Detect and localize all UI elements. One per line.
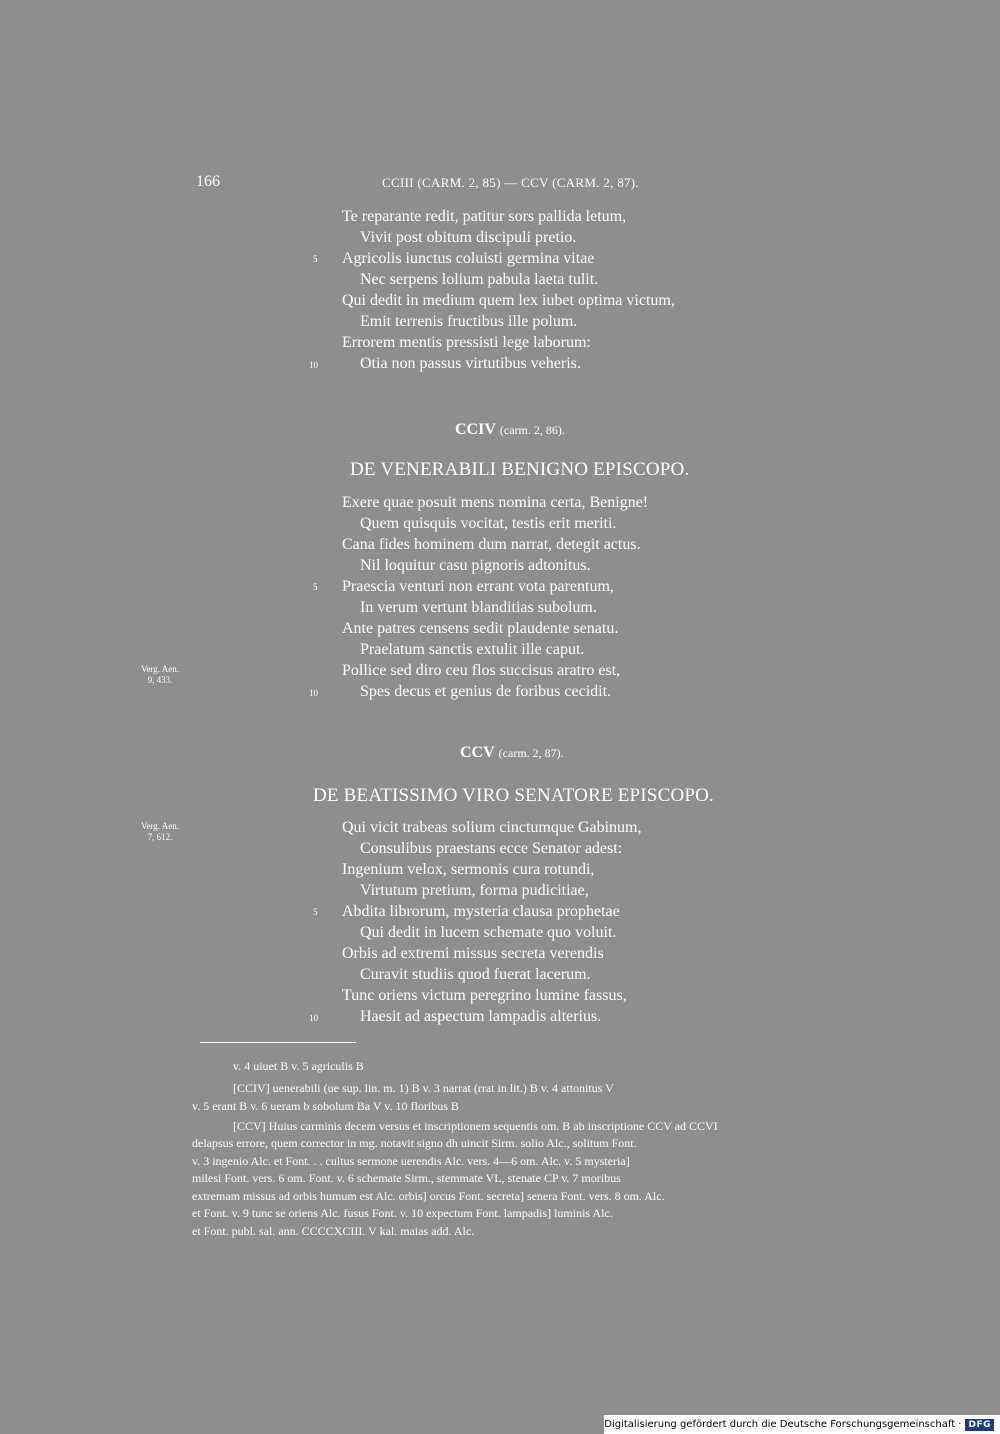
poem-title: DE VENERABILI BENIGNO EPISCOPO. — [350, 459, 690, 480]
line-number: 10 — [309, 360, 318, 370]
verse-line: Cana fides hominem dum narrat, detegit actus. — [342, 536, 641, 553]
verse-line: Ingenium velox, sermonis cura rotundi, — [342, 861, 595, 878]
apparatus-line: delapsus errore, quem corrector in mg. notavit signo dh uincit Sirm. solio Alc., solitum Font. — [192, 1136, 637, 1150]
verse-line: Virtutum pretium, forma pudicitiae, — [360, 882, 589, 899]
poem-number: CCIV — [455, 421, 496, 438]
verse-line: Haesit ad aspectum lampadis alterius. — [360, 1008, 602, 1025]
line-number: 5 — [313, 582, 318, 592]
line-number: 5 — [313, 254, 318, 264]
apparatus-line: v. 4 uiuet B v. 5 agriculis B — [233, 1059, 364, 1073]
verse-line: Exere quae posuit mens nomina certa, Benigne! — [342, 494, 649, 511]
funding-footer — [604, 1415, 1000, 1434]
verse-line: Abdita librorum, mysteria clausa prophetae — [342, 903, 620, 920]
verse-line: Praelatum sanctis extulit ille caput. — [360, 641, 585, 658]
apparatus-line: extremam missus ad orbis humum est Alc. orbis] orcus Font. secreta] senera Font. vers. 8 om. Alc. — [192, 1189, 665, 1203]
poem-title: DE BEATISSIMO VIRO SENATORE EPISCOPO. — [313, 785, 715, 806]
margin-reference: Verg. Aen. 9, 433. — [140, 664, 180, 685]
dfg-logo-icon: DFG — [965, 1419, 994, 1431]
apparatus-line: et Font. v. 9 tunc se oriens Alc. fusus Font. v. 10 expectum Font. lampadis] luminis Alc. — [192, 1206, 613, 1220]
carm-reference: (carm. 2, 87). — [498, 746, 564, 760]
page-number: 166 — [196, 173, 220, 190]
verse-line: Qui dedit in medium quem lex iubet optima victum, — [342, 292, 675, 309]
apparatus-line: milesi Font. vers. 6 om. Font. v. 6 schemate Sirm., stemmate VL, stenate CP v. 7 moribus — [192, 1171, 621, 1185]
poem-number: CCV — [460, 744, 495, 761]
verse-line: Vivit post obitum discipuli pretio. — [360, 229, 577, 246]
line-number: 5 — [313, 907, 318, 917]
verse-line: Te reparante redit, patitur sors pallida letum, — [342, 208, 627, 225]
running-head: CCIII (CARM. 2, 85) — CCV (CARM. 2, 87). — [382, 175, 639, 190]
verse-line: Errorem mentis pressisti lege laborum: — [342, 334, 591, 351]
footnote-rule — [200, 1042, 356, 1043]
verse-line: Ante patres censens sedit plaudente senatu. — [342, 620, 619, 637]
verse-line: Curavit studiis quod fuerat lacerum. — [360, 966, 591, 983]
line-number: 10 — [309, 1013, 318, 1023]
verse-line: Orbis ad extremi missus secreta verendis — [342, 945, 604, 962]
section-heading-ccv — [460, 744, 564, 762]
verse-line: Agricolis iunctus coluisti germina vitae — [342, 250, 595, 267]
apparatus-line: v. 3 ingenio Alc. et Font. . . cultus sermone uerendis Alc. vers. 4—6 om. Alc. v. 5 mysteria] — [192, 1154, 630, 1168]
verse-line: Quem quisquis vocitat, testis erit meriti. — [360, 515, 617, 532]
verse-line: Qui vicit trabeas solium cinctumque Gabinum, — [342, 819, 642, 836]
verse-line: Spes decus et genius de foribus cecidit. — [360, 683, 612, 700]
verse-line: Qui dedit in lucem schemate quo voluit. — [360, 924, 617, 941]
funding-text: Digitalisierung gefördert durch die Deutsche Forschungsgemeinschaft · — [604, 1419, 962, 1430]
verse-line: Otia non passus virtutibus veheris. — [360, 355, 581, 372]
apparatus-line: et Font. publ. sal. ann. CCCCXCIII. V kal. maias add. Alc. — [192, 1224, 475, 1238]
carm-reference: (carm. 2, 86). — [499, 423, 565, 437]
section-heading-cciv — [455, 421, 565, 439]
verse-line: Pollice sed diro ceu flos succisus aratro est, — [342, 662, 621, 679]
line-number: 10 — [309, 688, 318, 698]
verse-line: In verum vertunt blanditias subolum. — [360, 599, 597, 616]
verse-line: Nil loquitur casu pignoris adtonitus. — [360, 557, 591, 574]
verse-line: Praescia venturi non errant vota parentum, — [342, 578, 614, 595]
margin-reference: Verg. Aen. 7, 612. — [140, 821, 180, 842]
apparatus-line: [CCV] Huius carminis decem versus et inscriptionem sequentis om. B ab inscriptione CCV ad CCVI — [233, 1119, 718, 1133]
verse-line: Emit terrenis fructibus ille polum. — [360, 313, 578, 330]
verse-line: Tunc oriens victum peregrino lumine fassus, — [342, 987, 627, 1004]
verse-line: Consulibus praestans ecce Senator adest: — [360, 840, 623, 857]
apparatus-line: v. 5 erant B v. 6 ueram b sobolum Ba V v. 10 floribus B — [192, 1099, 459, 1113]
verse-line: Nec serpens lolium pabula laeta tulit. — [360, 271, 599, 288]
apparatus-line: [CCIV] uenerabili (ue sup. lin. m. 1) B v. 3 narrat (rrat in lit.) B v. 4 attonitus V — [233, 1081, 614, 1095]
